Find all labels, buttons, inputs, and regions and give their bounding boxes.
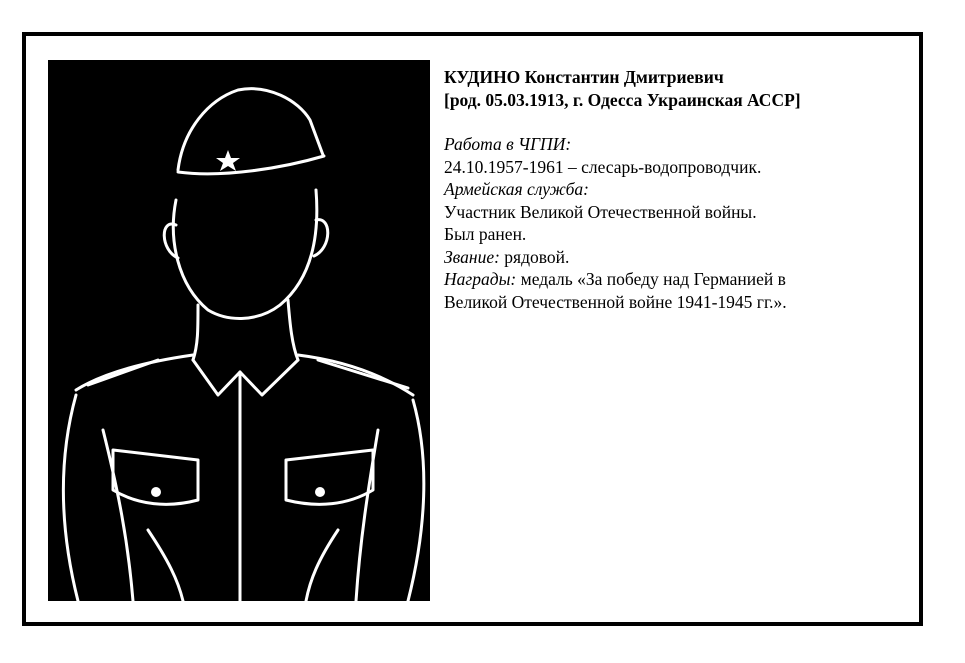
work-label: Работа в ЧГПИ: (444, 134, 572, 154)
spacer (444, 111, 914, 133)
soldier-silhouette-portrait (48, 60, 430, 601)
awards-label: Награды: (444, 269, 517, 289)
rank-line (444, 246, 914, 269)
silhouette-drawing (48, 60, 430, 601)
work-text: 24.10.1957-1961 – слесарь-водопроводчик. (444, 156, 762, 177)
pocket-button-icon (315, 487, 325, 497)
rank-label: Звание: (444, 246, 500, 267)
biography-text (444, 66, 914, 313)
army-label: Армейская служба: (444, 179, 589, 199)
rank-value: рядовой. (499, 246, 570, 267)
pocket-button-icon (151, 487, 161, 497)
army-line-1: Участник Великой Отечественной войны. (444, 201, 757, 222)
army-line-2: Был ранен. (444, 224, 527, 244)
awards-value-2: Великой Отечественной войне 1941-1945 гг.». (444, 291, 787, 312)
awards-line (444, 268, 914, 291)
awards-value-1: медаль «За победу над Германией в (516, 269, 786, 289)
birth-info: [род. 05.03.1913, г. Одесса Украинская АССР] (444, 89, 801, 110)
person-name: КУДИНО Константин Дмитриевич (444, 67, 724, 87)
